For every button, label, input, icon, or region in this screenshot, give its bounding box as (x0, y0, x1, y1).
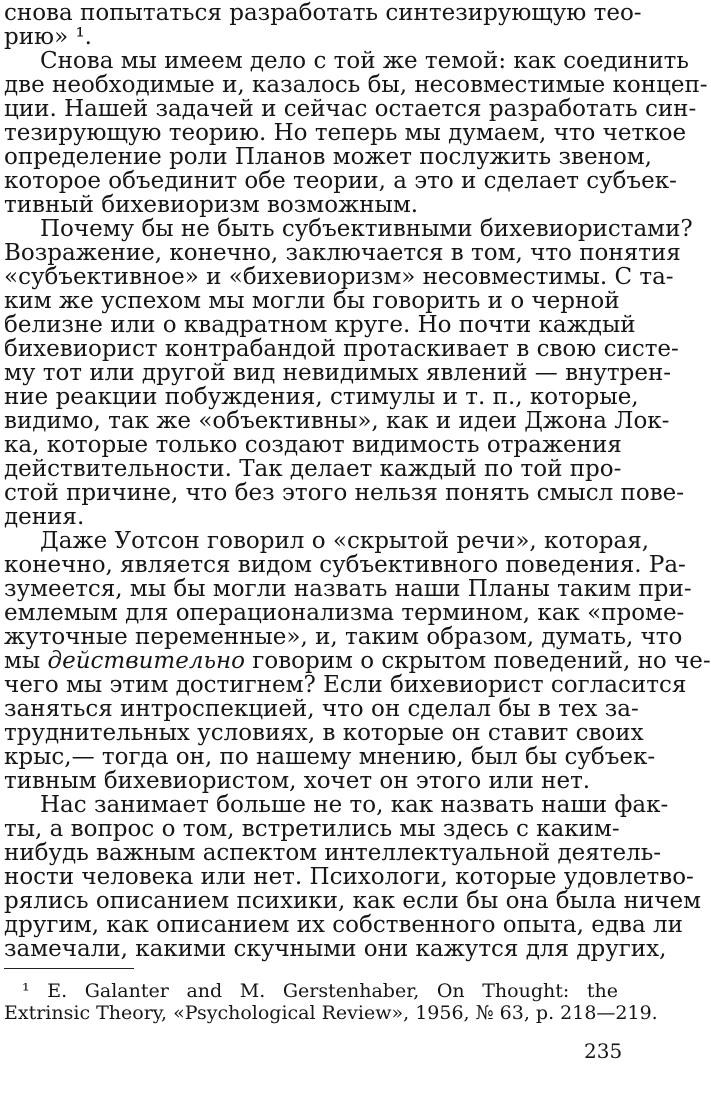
text-line: тивным бихевиористом, хочет он этого или нет. (4, 768, 591, 794)
footnote-line: ¹ E. Galanter and M. Gerstenhaber, On Thought: the (22, 980, 618, 1002)
text-line: нибудь важным аспектом интеллектуальной деятель- (4, 840, 662, 866)
text-line: замечали, какими скучными они кажутся для других, (4, 936, 667, 962)
text-line: Даже Уотсон говорил о «скрытой речи», которая, (40, 528, 650, 554)
text-line: труднительных условиях, в которые он ставит своих (4, 720, 644, 746)
text-segment: мы (4, 648, 48, 674)
text-line: тезирующую теорию. Но теперь мы думаем, что четкое (4, 120, 687, 146)
text-line: заняться интроспекцией, что он сделал бы в тех за- (4, 696, 639, 722)
text-line: ким же успехом мы могли бы говорить и о черной (4, 288, 620, 314)
text-line: стой причине, что без этого нельзя понять смысл пове- (4, 480, 685, 506)
text-line: бихевиорист контрабандой протаскивает в свою систе- (4, 336, 679, 362)
text-line: действительности. Так делает каждый по той про- (4, 456, 622, 482)
text-line: видимо, так же «объективны», как и идеи Джона Лок- (4, 408, 670, 434)
text-line: емлемым для операционализма термином, как «проме- (4, 600, 685, 626)
text-line: ка, которые только создают видимость отражения (4, 432, 622, 458)
text-line: тивный бихевиоризм возможным. (4, 192, 419, 218)
italic-emphasis: действительно (47, 648, 245, 674)
text-line: чего мы этим достигнем? Если бихевиорист согласится (4, 672, 687, 698)
text-line: жуточные переменные», и, таким образом, думать, что (4, 624, 683, 650)
text-line: ние реакции побуждения, стимулы и т. п., которые, (4, 384, 639, 410)
text-line: му тот или другой вид невидимых явлений — внутрен- (4, 360, 672, 386)
text-line: конечно, является видом субъективного поведения. Ра- (4, 552, 686, 578)
text-line: определение роли Планов может послужить звеном, (4, 144, 652, 170)
footnote-line: Extrinsic Theory, «Psychological Review», 1956, № 63, p. 218—219. (4, 1002, 658, 1024)
text-line: которое объединит обе теории, а это и сделает субъек- (4, 168, 677, 194)
text-line: две необходимые и, казалось бы, несовместимые концеп- (4, 72, 708, 98)
footnote-divider (4, 968, 134, 969)
text-line: снова попытаться разработать синтезирующую тео- (4, 0, 642, 26)
text-line: ты, а вопрос о том, встретились мы здесь с каким- (4, 816, 620, 842)
text-line: ности человека или нет. Психологи, которые удовлетво- (4, 864, 694, 890)
text-line: ции. Нашей задачей и сейчас остается разработать син- (4, 96, 697, 122)
text-segment: говорим о скрытом поведений, но че- (245, 648, 711, 674)
text-line: «субъективное» и «бихевиоризм» несовместимы. С та- (4, 264, 674, 290)
page-number: 235 (584, 1039, 623, 1063)
text-line: белизне или о квадратном круге. Но почти каждый (4, 312, 636, 338)
text-line: зумеется, мы бы могли назвать наши Планы таким при- (4, 576, 692, 602)
text-line: крыс,— тогда он, по нашему мнению, был бы субъек- (4, 744, 656, 770)
text-line: рию» ¹. (4, 24, 92, 50)
text-line: Нас занимает больше не то, как назвать наши фак- (40, 792, 669, 818)
text-line: Возражение, конечно, заключается в том, что понятия (4, 240, 681, 266)
text-line: Снова мы имеем дело с той же темой: как соединить (40, 48, 689, 74)
text-line: рялись описанием психики, как если бы она была ничем (4, 888, 701, 914)
text-line: дения. (4, 504, 85, 530)
text-line: другим, как описанием их собственного опыта, едва ли (4, 912, 683, 938)
text-line: Почему бы не быть субъективными бихевиористами? (40, 216, 693, 242)
